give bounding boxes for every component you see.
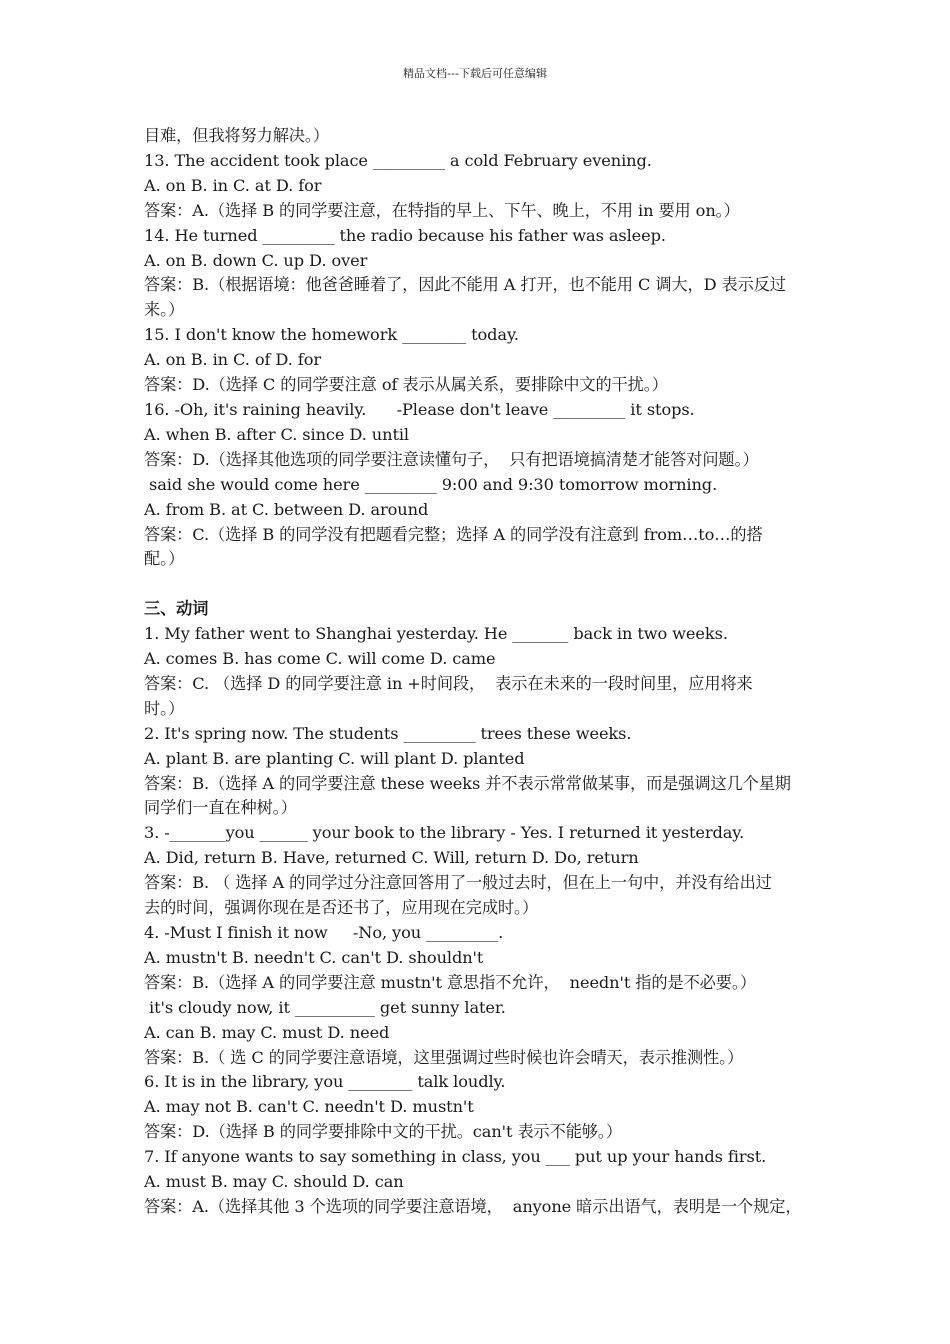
question-13: 13. The accident took place _________ a cold February evening. <box>144 150 652 170</box>
verb-question-7: 7. If anyone wants to say something in class, you ___ put up your hands first. <box>144 1147 767 1167</box>
verb-answer-3-cont: 去的时间，强调你现在是否还书了，应用现在完成时。） <box>144 898 539 918</box>
verb-question-2: 2. It's spring now. The students _________ trees these weeks. <box>144 723 632 743</box>
answer-15: 答案：D.（选择 C 的同学要注意 of 表示从属关系，要排除中文的干扰。） <box>144 375 668 395</box>
options-16: A. when B. after C. since D. until <box>144 424 410 444</box>
verb-answer-6: 答案：D.（选择 B 的同学要排除中文的干扰。can't 表示不能够。） <box>144 1122 622 1142</box>
answer-14-cont: 来。） <box>144 300 185 320</box>
verb-answer-4: 答案：B.（选择 A 的同学要注意 mustn't 意思指不允许， needn't 指的是不必要。） <box>144 972 756 992</box>
verb-question-1: 1. My father went to Shanghai yesterday. He _______ back in two weeks. <box>144 624 728 644</box>
answer-13: 答案：A.（选择 B 的同学要注意，在特指的早上、下午、晚上，不用 in 要用 on。） <box>144 200 740 220</box>
verb-question-6: 6. It is in the library, you ________ talk loudly. <box>144 1072 506 1092</box>
verb-answer-1-cont: 时。） <box>144 698 185 718</box>
verb-options-2: A. plant B. are planting C. will plant D. planted <box>144 748 525 768</box>
verb-question-4: 4. -Must I finish it now -No, you _________. <box>144 922 504 942</box>
verb-answer-7: 答案：A.（选择其他 3 个选项的同学要注意语境， anyone 暗示出语气，表明是一个规定， <box>144 1196 802 1216</box>
options-13: A. on B. in C. at D. for <box>144 175 322 195</box>
question-15: 15. I don't know the homework ________ today. <box>144 325 519 345</box>
verb-options-6: A. may not B. can't C. needn't D. mustn't <box>144 1097 474 1117</box>
options-15: A. on B. in C. of D. for <box>144 350 321 370</box>
verb-answer-2-cont: 同学们一直在种树。） <box>144 798 297 818</box>
answer-16: 答案：D.（选择其他选项的同学要注意读懂句子， 只有把语境搞清楚才能答对问题。） <box>144 449 759 469</box>
verb-options-7: A. must B. may C. should D. can <box>144 1172 404 1192</box>
text-line: 目难，但我将努力解决。） <box>144 126 329 145</box>
verb-answer-2: 答案：B.（选择 A 的同学要注意 these weeks 并不表示常常做某事，而是强调这几个星期 <box>144 773 791 793</box>
spacer <box>144 572 814 597</box>
verb-question-5: it's cloudy now, it __________ get sunny later. <box>144 997 506 1017</box>
options-17: A. from B. at C. between D. around <box>144 499 429 519</box>
verb-answer-3: 答案：B. （ 选择 A 的同学过分注意回答用了一般过去时，但在上一句中，并没有给出过 <box>144 873 772 893</box>
page-header: 精品文档---下载后可任意编辑 <box>403 67 547 80</box>
document-body <box>144 124 814 1220</box>
options-14: A. on B. down C. up D. over <box>144 250 368 270</box>
verb-options-3: A. Did, return B. Have, returned C. Will, return D. Do, return <box>144 848 639 868</box>
answer-14: 答案：B.（根据语境：他爸爸睡着了，因此不能用 A 打开，也不能用 C 调大，D 表示反过 <box>144 275 786 295</box>
question-17: said she would come here _________ 9:00 and 9:30 tomorrow morning. <box>144 474 718 494</box>
answer-17: 答案：C.（选择 B 的同学没有把题看完整；选择 A 的同学没有注意到 from…to…的搭 <box>144 524 763 544</box>
verb-question-3: 3. -_______you ______ your book to the library - Yes. I returned it yesterday. <box>144 823 745 843</box>
question-16: 16. -Oh, it's raining heavily. -Please don't leave _________ it stops. <box>144 399 695 419</box>
answer-17-cont: 配。） <box>144 549 185 569</box>
verb-options-5: A. can B. may C. must D. need <box>144 1022 390 1042</box>
section-heading: 三、动词 <box>144 599 209 619</box>
verb-answer-5: 答案：B.（ 选 C 的同学要注意语境，这里强调过些时候也许会晴天，表示推测性。） <box>144 1047 744 1067</box>
verb-options-1: A. comes B. has come C. will come D. came <box>144 649 496 669</box>
verb-answer-1: 答案：C. （选择 D 的同学要注意 in +时间段， 表示在未来的一段时间里，应用将来 <box>144 673 753 693</box>
verb-options-4: A. mustn't B. needn't C. can't D. shouldn't <box>144 947 484 967</box>
question-14: 14. He turned _________ the radio because his father was asleep. <box>144 225 666 245</box>
